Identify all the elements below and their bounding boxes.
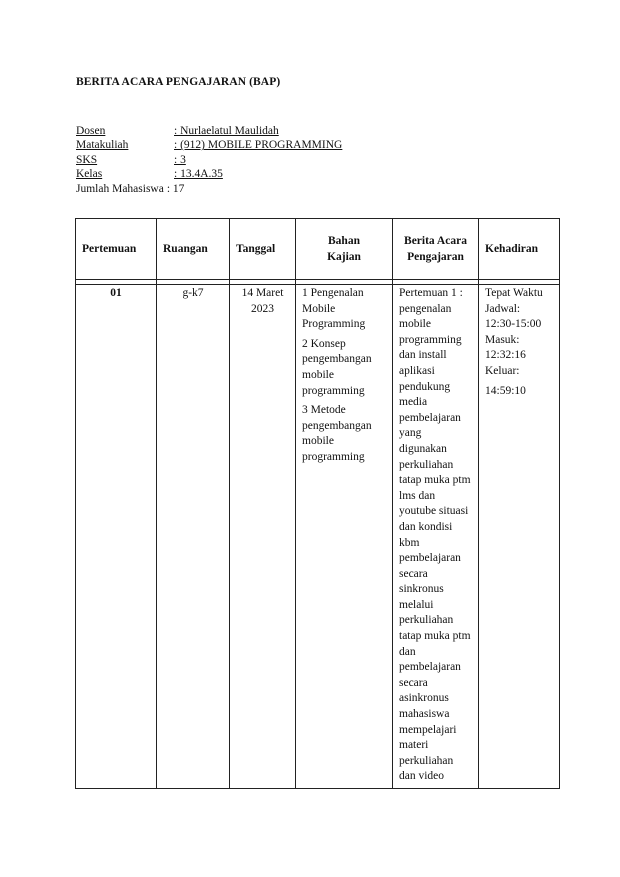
info-row-course (76, 138, 342, 152)
header-meeting: Pertemuan (76, 219, 157, 280)
info-row-students (76, 182, 342, 196)
info-value: : Nurlaelatul Maulidah (174, 125, 279, 137)
attendance-schedule-label: Jadwal: (485, 302, 521, 315)
info-value: : (912) MOBILE PROGRAMMING (174, 139, 343, 152)
cell-date: 14 Maret 2023 (230, 285, 296, 789)
attendance-in-label: Masuk: (485, 333, 520, 346)
info-row-class (76, 167, 342, 181)
info-label: SKS (76, 153, 98, 166)
table-row (76, 285, 560, 789)
cell-topics (296, 285, 393, 789)
document-title: BERITA ACARA PENGAJARAN (BAP) (76, 76, 281, 88)
info-label: Matakuliah (76, 139, 129, 152)
info-label: Dosen (76, 125, 106, 137)
header-room: Ruangan (157, 219, 230, 280)
attendance-status: Tepat Waktu (485, 287, 543, 299)
cell-meeting: 01 (76, 285, 157, 789)
attendance-out-value: 14:59:10 (485, 384, 526, 397)
info-value: : 17 (166, 182, 185, 195)
header-topics: Bahan Kajian (296, 219, 393, 280)
topic-item: 3 Metode pengembangan mobile programming (302, 404, 372, 463)
bap-table (75, 218, 560, 789)
header-attendance: Kehadiran (479, 219, 560, 280)
info-row-lecturer (76, 124, 342, 138)
info-value: : 3 (174, 153, 186, 166)
info-value: : 13.4A.35 (174, 168, 223, 181)
topic-item: 1 Pengenalan Mobile Programming (302, 287, 366, 331)
attendance-in-value: 12:32:16 (485, 349, 526, 362)
info-row-credits (76, 153, 342, 167)
attendance-out-label: Keluar: (485, 364, 520, 377)
table-header-row (76, 219, 560, 280)
cell-attendance (479, 285, 560, 789)
cell-room: g-k7 (157, 285, 230, 789)
header-date: Tanggal (230, 219, 296, 280)
info-label: Kelas (76, 168, 103, 181)
course-info (76, 124, 342, 196)
attendance-schedule-value: 12:30-15:00 (485, 318, 542, 331)
cell-minutes: Pertemuan 1 : pengenalan mobile programming dan install aplikasi pendukung media pembelajaran yang digunakan perkuliahan tatap muka ptm lms dan youtube situasi dan kondisi kbm pembelajaran secara sinkronus melalui perkuliahan tatap muka ptm dan pembelajaran secara asinkronus mahasiswa mempelajari materi perkuliahan dan video (393, 285, 479, 789)
header-minutes: Berita Acara Pengajaran (393, 219, 479, 280)
topic-item: 2 Konsep pengembangan mobile programming (302, 337, 372, 397)
info-label: Jumlah Mahasiswa (76, 182, 164, 195)
